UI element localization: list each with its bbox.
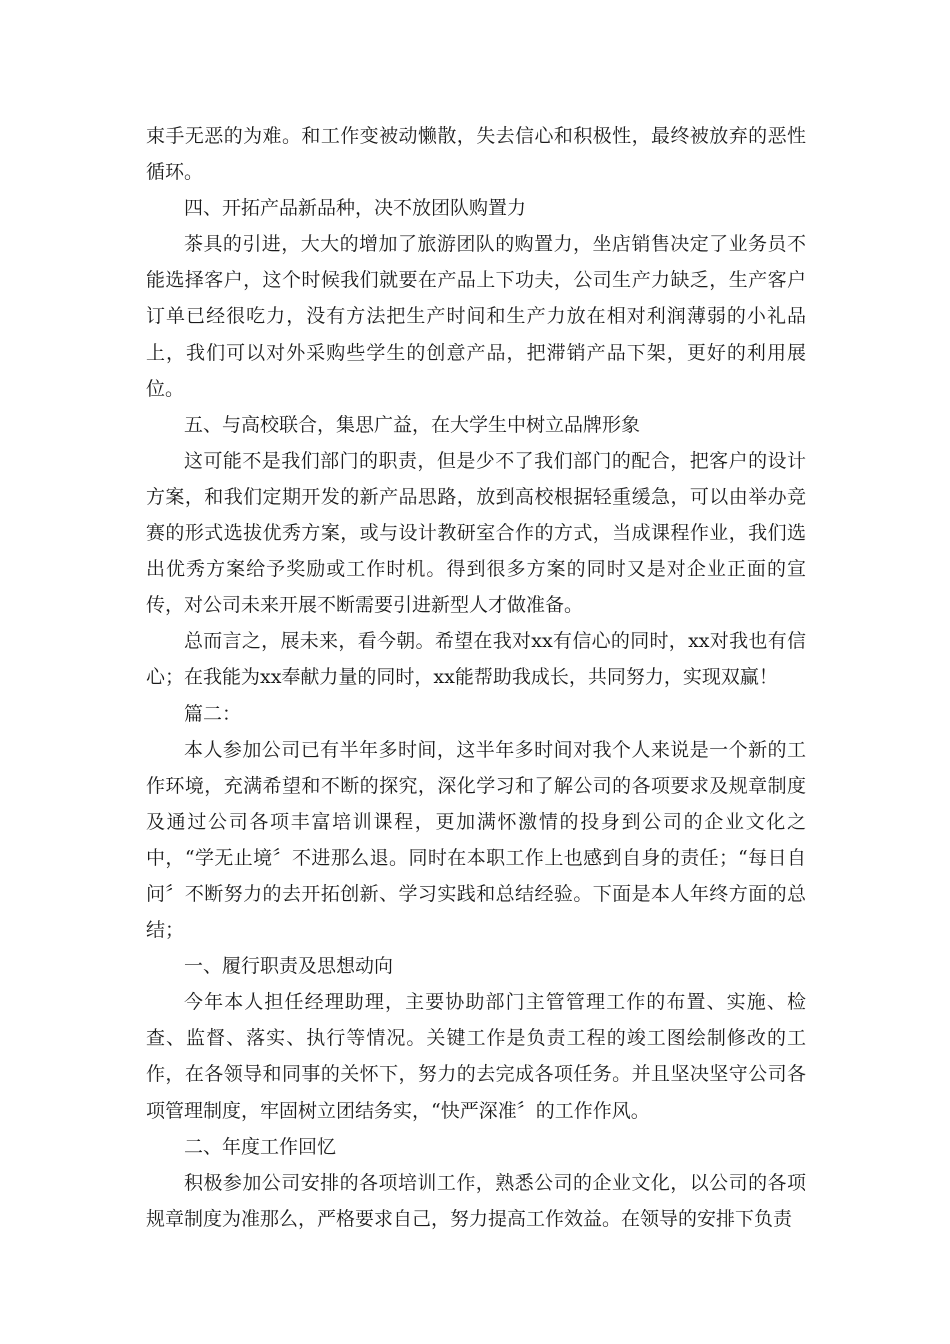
paragraph-2: 茶具的引进，大大的增加了旅游团队的购置力，坐店销售决定了业务员不能选择客户，这个时候我们就要在产品上下功夫，公司生产力缺乏，生产客户订单已经很吃力，没有方法把生产时间和生产力放在相对利润薄弱的小礼品上，我们可以对外采购些学生的创意产品，把滞销产品下架，更好的利用展位。 [146,233,806,400]
paragraph-5: 今年本人担任经理助理，主要协助部门主管管理工作的布置、实施、检查、监督、落实、执行等情况。关键工作是负责工程的竣工图绘制修改的工作，在各领导和同事的关怀下，努力的去完成各项任务。并且坚决坚守公司各项管理制度，牢固树立团结务实，“快严深准〞的工作作风。 [146,991,806,1122]
paragraph-conclusion: 总而言之，展未来，看今朝。希望在我对xx有信心的同时，xx对我也有信心；在我能为xx奉献力量的同时，xx能帮助我成长，共同努力，实现双赢！ [146,630,806,689]
document-body [146,118,806,1237]
paragraph-6: 积极参加公司安排的各项培训工作，熟悉公司的企业文化，以公司的各项规章制度为准那么，严格要求自己，努力提高工作效益。在领导的安排下负责 [146,1171,806,1230]
paragraph-1: 束手无恶的为难。和工作变被动懒散，失去信心和积极性，最终被放弃的恶性循环。 [146,125,806,184]
heading-section-1: 一、履行职责及思想动向 [184,955,394,978]
paragraph-3: 这可能不是我们部门的职责，但是少不了我们部门的配合，把客户的设计方案，和我们定期开发的新产品思路，放到高校根据轻重缓急，可以由举办竞赛的形式选拔优秀方案，或与设计教研室合作的方式，当成课程作业，我们选出优秀方案给予奖励或工作时机。得到很多方案的同时又是对企业正面的宣传，对公司未来开展不断需要引进新型人才做准备。 [146,449,806,617]
heading-section-4: 四、开拓产品新品种，决不放团队购置力 [184,197,527,220]
heading-section-2: 二、年度工作回忆 [184,1135,337,1158]
heading-part-two: 篇二： [184,702,242,725]
heading-section-5: 五、与高校联合，集思广益，在大学生中树立品牌形象 [184,413,641,436]
paragraph-4: 本人参加公司已有半年多时间，这半年多时间对我个人来说是一个新的工作环境，充满希望和不断的探究，深化学习和了解公司的各项要求及规章制度及通过公司各项丰富培训课程，更加满怀激情的投身到公司的企业文化之中，“学无止境〞不进那么退。同时在本职工作上也感到自身的责任；“每日自问〞不断努力的去开拓创新、学习实践和总结经验。下面是本人年终方面的总结； [146,738,806,942]
